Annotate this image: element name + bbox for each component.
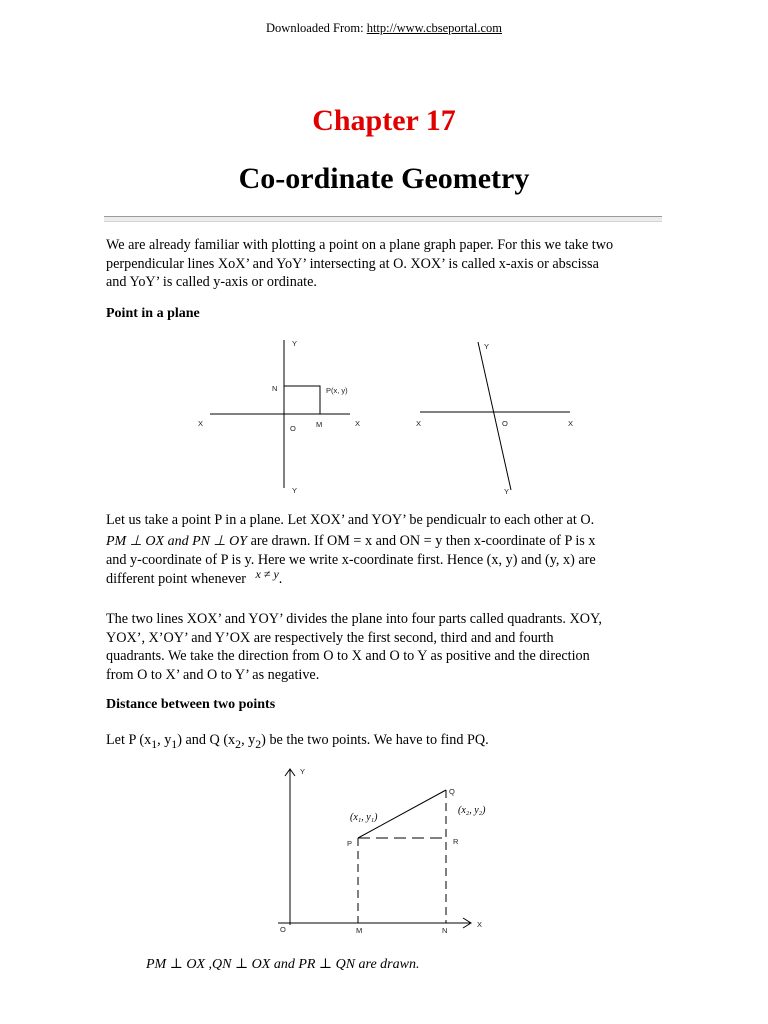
- x-axis-label-right: X: [568, 419, 574, 428]
- intro-line: perpendicular lines XoX’ and YoY’ intersecting at O. XOX’ is called x-axis or abscissa: [106, 255, 599, 272]
- subscript: 1: [151, 736, 158, 751]
- y-axis-label: Y: [300, 767, 306, 776]
- point-line-text: are drawn. If OM = x and ON = y then x-coordinate of P is x: [250, 532, 596, 549]
- point-line: Let us take a point P in a plane. Let XOX’ and YOY’ be pendicualr to each other at O.: [106, 512, 595, 528]
- distance-intro: [106, 731, 666, 753]
- point-line: and y-coordinate of P is y. Here we write x-coordinate first. Hence (x, y) and (y, x) are: [106, 552, 596, 569]
- origin-label: O: [280, 925, 286, 934]
- y-axis-label-bottom: Y: [504, 487, 510, 496]
- intro-paragraph: [106, 236, 666, 292]
- point-n-label: N: [442, 926, 448, 935]
- point-m-label: M: [356, 926, 363, 935]
- intro-text: Let P (x: [106, 732, 152, 748]
- oblique-axes-figure: [410, 334, 580, 500]
- perpendicular-axes-figure: [190, 334, 380, 500]
- point-m-label: M: [316, 420, 323, 429]
- point-p-label: P: [347, 839, 353, 848]
- intro-text: , y: [241, 732, 256, 748]
- y-axis-label-top: Y: [484, 342, 490, 351]
- x-axis-label-left: X: [198, 419, 204, 428]
- period: .: [278, 570, 283, 587]
- quadrants-line: from O to X’ and O to Y’ as negative.: [106, 666, 320, 683]
- point-q-label: Q: [449, 787, 455, 796]
- quadrants-line: The two lines XOX’ and YOY’ divides the plane into four parts called quadrants. XOY,: [106, 611, 602, 627]
- construction-caption: PM ⊥ OX ,QN ⊥ OX and PR ⊥ QN are drawn.: [146, 957, 420, 972]
- intro-line: and YoY’ is called y-axis or ordinate.: [106, 274, 317, 291]
- point-line: [106, 532, 666, 552]
- download-prefix: Downloaded From:: [266, 21, 367, 35]
- title-divider: [104, 216, 662, 222]
- point-line-text: different point whenever: [106, 570, 246, 587]
- intro-text: ) be the two points. We have to find PQ.: [261, 732, 489, 748]
- q-coordinates-label: (x₂, y₂): [458, 805, 486, 816]
- y-axis-label-bottom: Y: [292, 486, 298, 495]
- intro-text: , y: [157, 732, 172, 748]
- distance-heading: Distance between two points: [106, 697, 276, 712]
- y-axis-label-top: Y: [292, 339, 298, 348]
- distance-figure: [270, 760, 510, 940]
- download-source-line: [0, 21, 768, 36]
- point-line: [106, 566, 666, 589]
- chapter-title: Co-ordinate Geometry: [238, 162, 530, 195]
- subscript: 1: [171, 736, 178, 751]
- point-paragraph: [106, 511, 666, 588]
- origin-label: O: [502, 419, 508, 428]
- intro-text: ) and Q (x: [177, 732, 236, 748]
- x-axis-label-left: X: [416, 419, 422, 428]
- point-in-plane-heading: Point in a plane: [106, 306, 200, 321]
- quadrants-line: quadrants. We take the direction from O to X and O to Y as positive and the direction: [106, 648, 590, 665]
- x-axis-label-right: X: [355, 419, 361, 428]
- chapter-number: Chapter 17: [312, 104, 456, 137]
- point-n-label: N: [272, 384, 278, 393]
- x-axis-label: X: [477, 920, 483, 929]
- point-p-label: P(x, y): [326, 386, 348, 395]
- subscript: 2: [235, 736, 242, 751]
- inequality-formula: x ≠ y: [255, 566, 279, 581]
- source-link[interactable]: http://www.cbseportal.com: [366, 21, 502, 35]
- intro-line: We are already familiar with plotting a point on a plane graph paper. For this we take two: [106, 237, 614, 253]
- p-coordinates-label: (x₁, y₁): [350, 812, 378, 823]
- subscript: 2: [255, 736, 262, 751]
- origin-label: O: [290, 424, 296, 433]
- point-r-label: R: [453, 837, 459, 846]
- quadrants-line: YOX’, X’OY’ and Y’OX are respectively the first second, third and and fourth: [106, 629, 554, 646]
- perpendicular-formula: PM ⊥ OX and PN ⊥ OY: [106, 533, 248, 549]
- quadrants-paragraph: [106, 610, 666, 684]
